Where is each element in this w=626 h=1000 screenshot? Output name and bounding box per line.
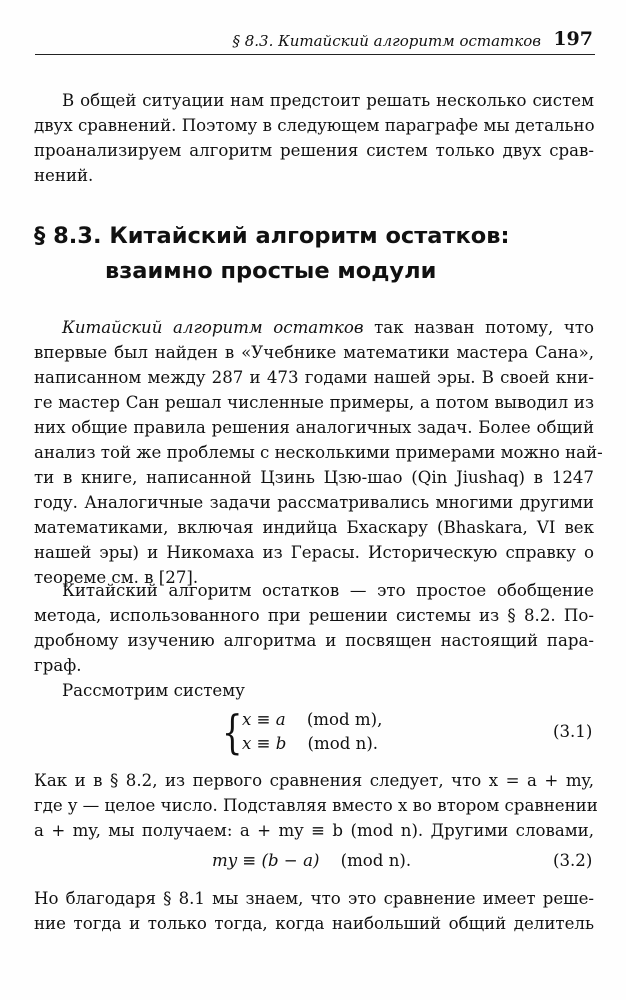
- left-brace: {: [222, 705, 243, 759]
- text-line: [34, 315, 594, 340]
- equation-expression: my ≡ (b − a): [212, 851, 320, 870]
- equation-modulus: (mod m),: [306, 710, 383, 729]
- system-equation-2: [242, 734, 378, 753]
- text-line: ние тогда и только тогда, когда наибольший общий делитель: [34, 914, 594, 933]
- text-line: анализ той же проблемы с несколькими примерами можно най-: [34, 443, 603, 462]
- text-line: них общие правила решения аналогичных задач. Более общий: [34, 418, 594, 437]
- equation-modulus: (mod n).: [307, 734, 379, 753]
- section-heading-line-2: взаимно простые модули: [105, 258, 437, 284]
- text-line: году. Аналогичные задачи рассматривались многими другими: [34, 493, 594, 512]
- equation-modulus: (mod n).: [340, 851, 412, 870]
- text-line: a + my, мы получаем: a + my ≡ b (mod n). Другими словами,: [34, 821, 594, 840]
- running-header-title: § 8.3. Китайский алгоритм остатков: [232, 32, 541, 50]
- text-line: Рассмотрим систему: [62, 681, 245, 700]
- equation-lhs: x ≡ a: [242, 710, 286, 729]
- text-line: Китайский алгоритм остатков — это простое обобщение: [62, 581, 594, 600]
- page-number: 197: [553, 28, 593, 50]
- system-equation-1: [242, 710, 382, 729]
- text-line: граф.: [34, 656, 82, 675]
- text-line: нений.: [34, 166, 94, 185]
- text-line: ти в книге, написанной Цзинь Цзю-шао (Qin Jiushaq) в 1247: [34, 468, 594, 487]
- text-line: впервые был найден в «Учебнике математики мастера Сана»,: [34, 343, 594, 362]
- equation-lhs: x ≡ b: [242, 734, 287, 753]
- text-line: теореме см. в [27].: [34, 568, 199, 587]
- section-heading-line-1: § 8.3. Китайский алгоритм остатков:: [34, 223, 510, 249]
- equation-number: (3.2): [553, 851, 593, 870]
- running-header: [35, 28, 595, 55]
- text-line: проанализируем алгоритм решения систем только двух срав-: [34, 141, 594, 160]
- text-line: В общей ситуации нам предстоит решать несколько систем: [62, 91, 594, 110]
- text-line: математиками, включая индийца Бхаскару (Bhaskara, VI век: [34, 518, 594, 537]
- text-line: написанном между 287 и 473 годами нашей эры. В своей кни-: [34, 368, 594, 387]
- text-line: нашей эры) и Никомаха из Герасы. Историческую справку о: [34, 543, 594, 562]
- text-line: двух сравнений. Поэтому в следующем параграфе мы детально: [34, 116, 595, 135]
- term-chinese-remainder: Китайский алгоритм остатков: [62, 318, 364, 337]
- text-line: Но благодаря § 8.1 мы знаем, что это сравнение имеет реше-: [34, 889, 594, 908]
- congruence-system: [222, 705, 602, 759]
- text-line: метода, использованного при решении системы из § 8.2. По-: [34, 606, 594, 625]
- text-line: дробному изучению алгоритма и посвящен настоящий пара-: [34, 631, 594, 650]
- text-line: где y — целое число. Подставляя вместо x во втором сравнении: [34, 796, 598, 815]
- equation-number: (3.1): [553, 722, 593, 741]
- text-line: ге мастер Сан решал численные примеры, а потом выводил из: [34, 393, 594, 412]
- text-line: Как и в § 8.2, из первого сравнения следует, что x = a + my,: [34, 771, 594, 790]
- display-equation: [212, 851, 411, 870]
- text-fragment: так назван потому, что: [374, 318, 595, 337]
